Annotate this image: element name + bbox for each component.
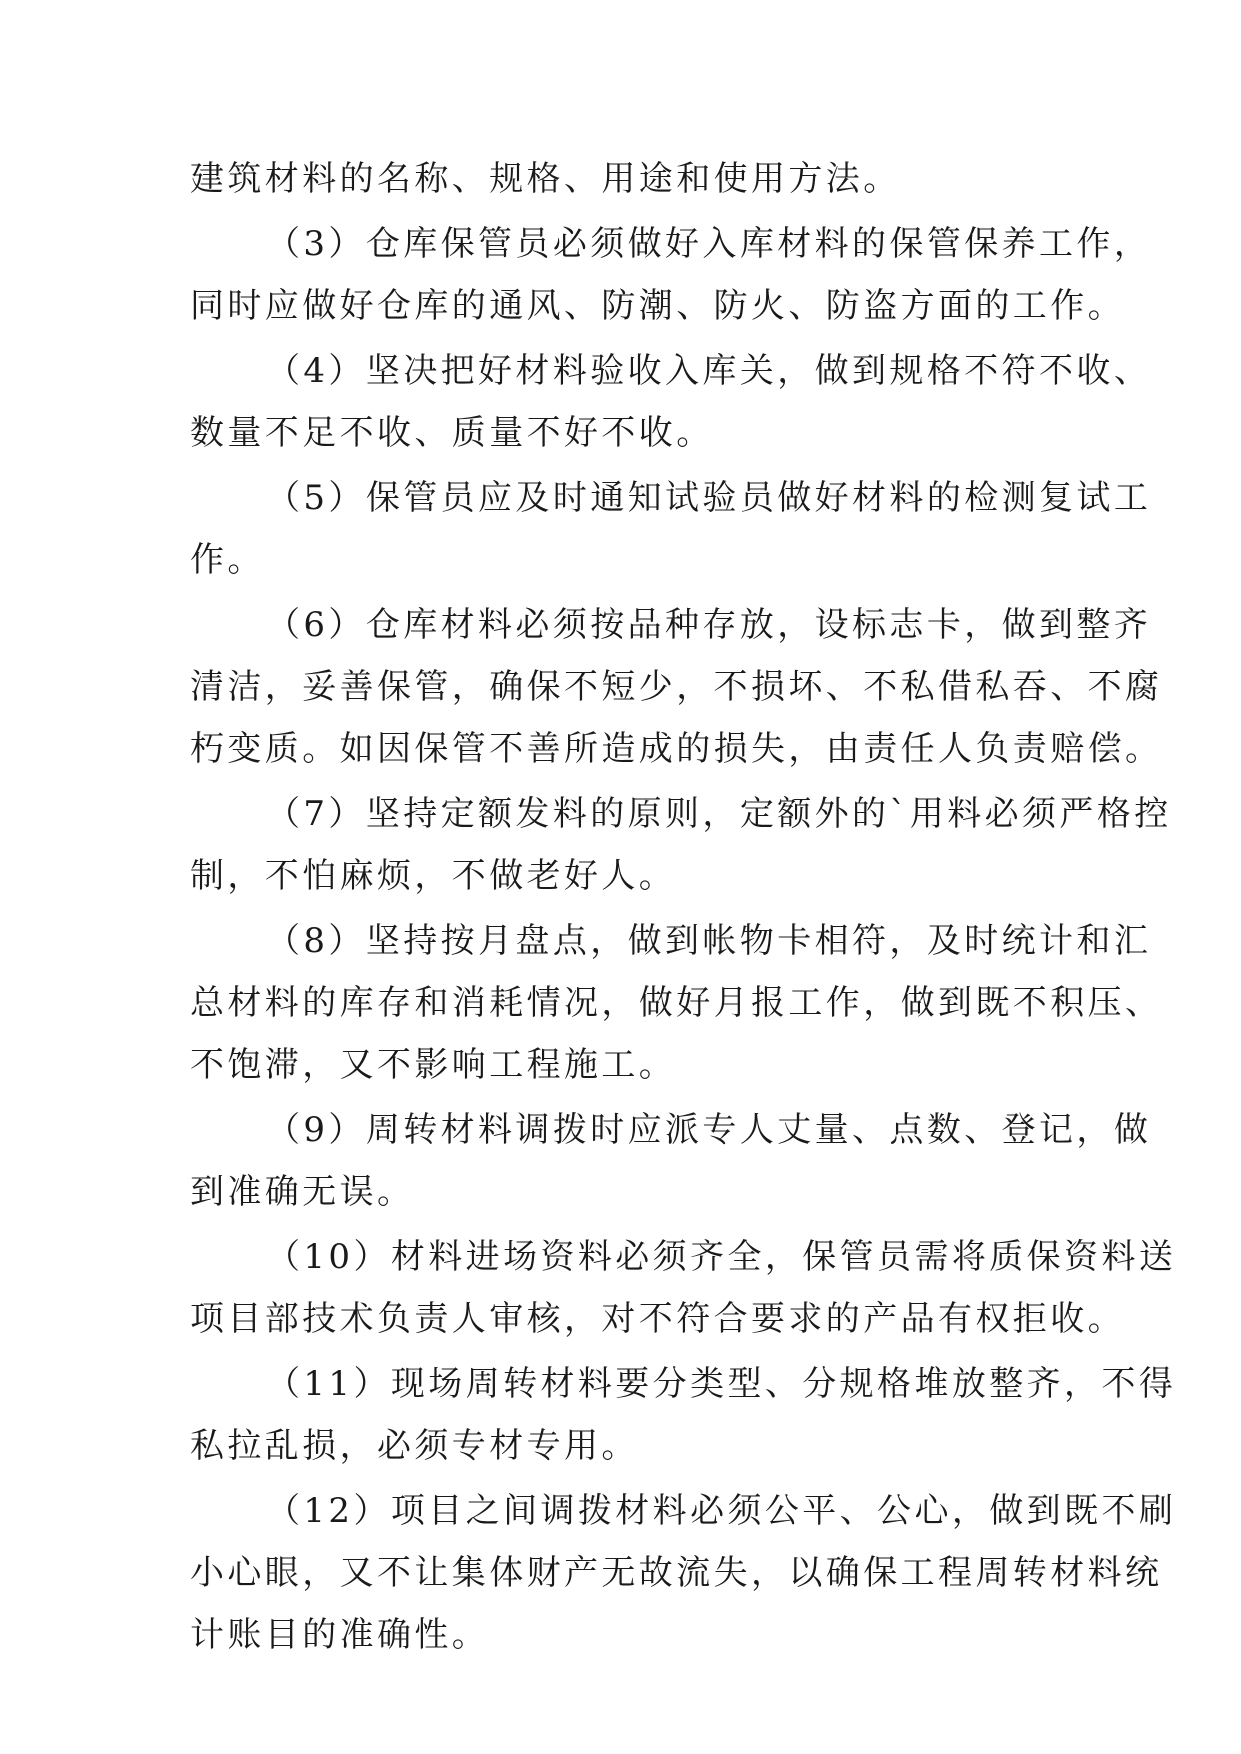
paragraph-1 [190,148,1070,210]
document-body [190,148,1177,1669]
paragraph-item-10 [190,1226,1177,1350]
text-line: 作。 [190,540,265,580]
text-line: 清洁，妥善保管，确保不短少，不损坏、不私借私吞、不腐 [190,667,1163,707]
paragraph-item-6 [190,594,1163,780]
text-line: （8）坚持按月盘点，做到帐物卡相符，及时统计和汇 [266,921,1152,961]
text-line: （12）项目之间调拨材料必须公平、公心，做到既不刷 [266,1491,1177,1531]
text-line: （7）坚持定额发料的原则，定额外的`用料必须严格控 [266,794,1172,834]
text-line: 制，不怕麻烦，不做老好人。 [190,856,677,896]
text-line: 小心眼，又不让集体财产无故流失，以确保工程周转材料统 [190,1553,1163,1593]
text-line: （5）保管员应及时通知试验员做好材料的检测复试工 [266,478,1152,518]
text-line: 朽变质。如因保管不善所造成的损失，由责任人负责赔偿。 [190,729,1163,769]
text-line: 计账目的准确性。 [190,1615,490,1655]
text-line: （11）现场周转材料要分类型、分规格堆放整齐，不得 [266,1364,1177,1404]
text-line: 数量不足不收、质量不好不收。 [190,413,714,453]
paragraph-item-7 [190,783,1172,907]
paragraph-item-3 [190,213,1152,337]
text-line: 总材料的库存和消耗情况，做好月报工作，做到既不积压、 [190,983,1163,1023]
text-line: 项目部技术负责人审核，对不符合要求的产品有权拒收。 [190,1299,1125,1339]
paragraph-item-11 [190,1353,1177,1477]
text-line: （10）材料进场资料必须齐全，保管员需将质保资料送 [266,1237,1177,1277]
text-line: （3）仓库保管员必须做好入库材料的保管保养工作， [266,224,1152,264]
text-line: （9）周转材料调拨时应派专人丈量、点数、登记，做 [266,1110,1152,1150]
text-line: （4）坚决把好材料验收入库关，做到规格不符不收、 [266,351,1152,391]
paragraph-item-9 [190,1099,1152,1223]
text-line: 建筑材料的名称、规格、用途和使用方法。 [190,159,901,199]
text-line: （6）仓库材料必须按品种存放，设标志卡，做到整齐 [266,605,1152,645]
paragraph-item-4 [190,340,1152,464]
paragraph-item-8 [190,910,1163,1096]
paragraph-item-12 [190,1480,1177,1666]
text-line: 同时应做好仓库的通风、防潮、防火、防盗方面的工作。 [190,286,1125,326]
text-line: 私拉乱损，必须专材专用。 [190,1426,639,1466]
text-line: 到准确无误。 [190,1172,415,1212]
text-line: 不饱滞，又不影响工程施工。 [190,1045,677,1085]
paragraph-item-5 [190,467,1152,591]
